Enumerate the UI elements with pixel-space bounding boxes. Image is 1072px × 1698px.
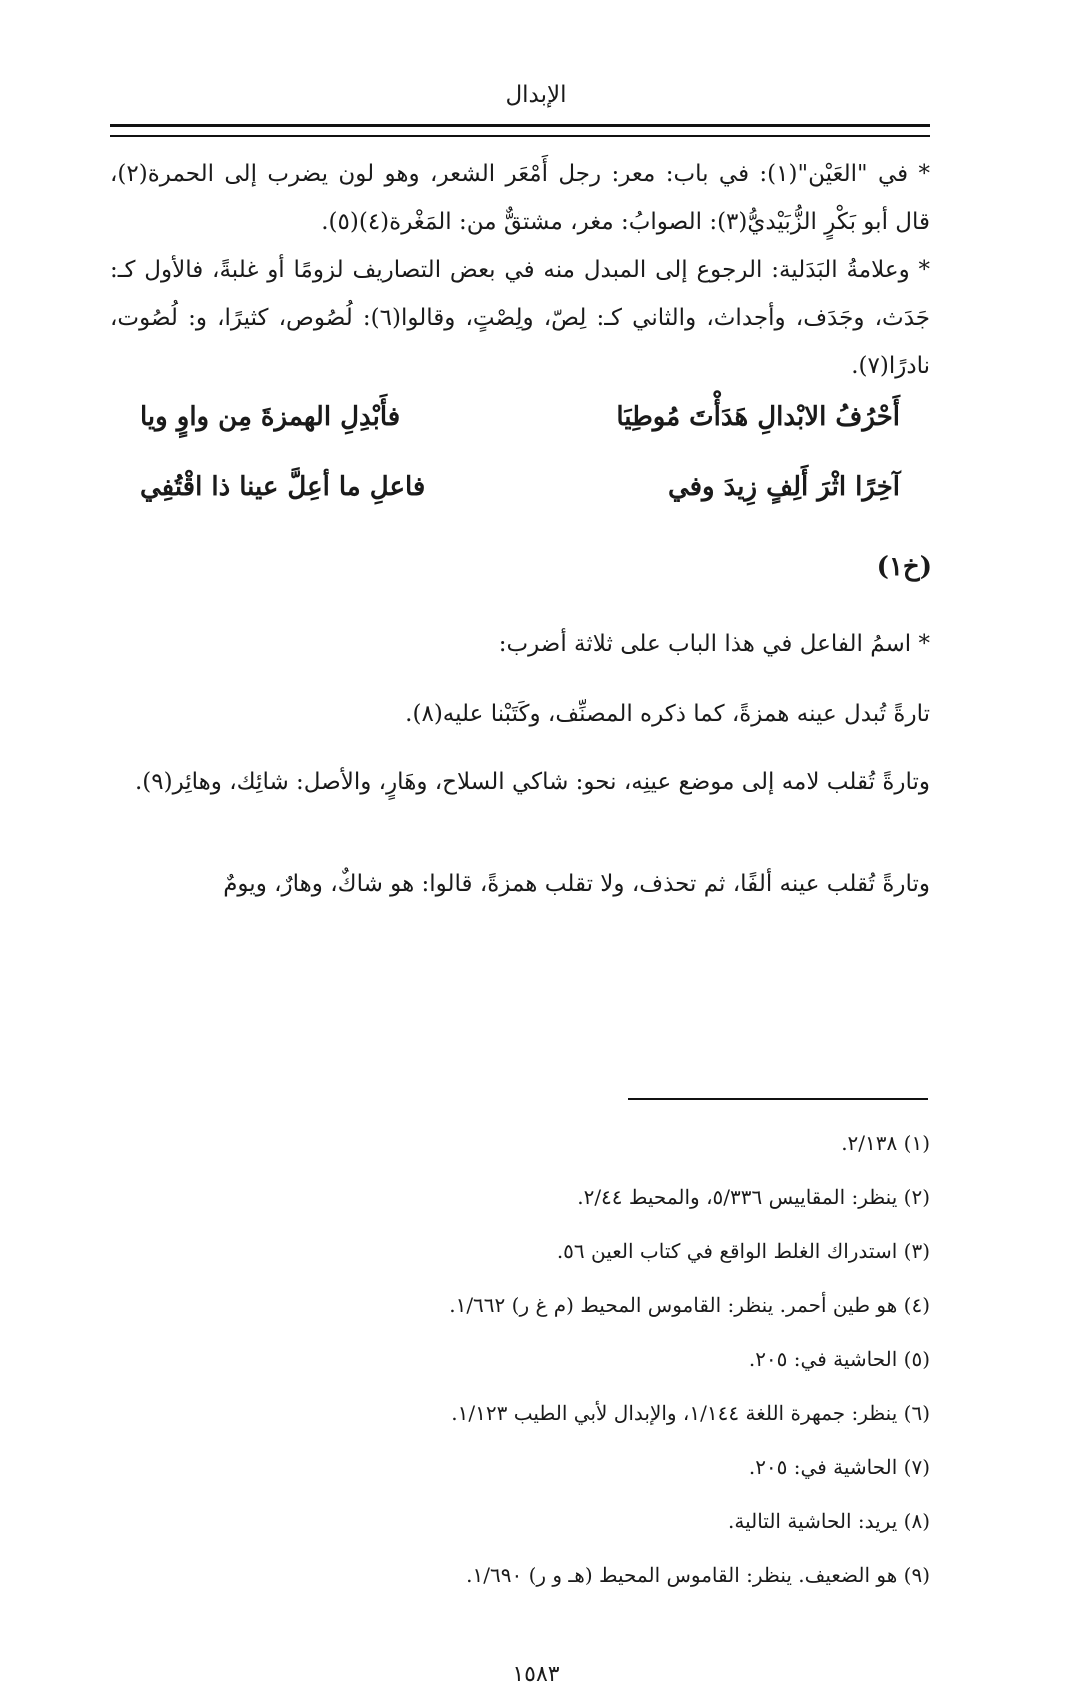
verse-line-1 — [140, 402, 900, 452]
paragraph-case-two: وتارةً تُقلب لامه إلى موضع عينِه، نحو: شاكي السلاح، وهَارٍ، والأصل: شائِك، وهائِر(٩). — [134, 769, 930, 795]
paragraph-case-one: تارةً تُبدل عينه همزةً، كما ذكره المصنِّف، وكَتَبْنا عليه(٨). — [405, 701, 930, 727]
page-number: ١٥٨٣ — [512, 1662, 560, 1687]
footnote-9: (٩) هو الضعيف. ينظر: القاموس المحيط (هـ و ر) ١/٦٩٠. — [466, 1563, 930, 1587]
footnote-3: (٣) استدراك الغلط الواقع في كتاب العين ٥٦. — [556, 1239, 930, 1263]
paragraph-ain-note: * في "العَيْن"(١): في باب: معر: رجل أَمْعَر الشعر، وهو لون يضرب إلى الحمرة(٢)، قال أبو بَكْرٍ الزُّبَيْديُّ(٣): الصوابُ: مغر، مشتقٌّ من: المَغْرة(٤)(٥). — [110, 161, 930, 235]
footnote-8: (٨) يريد: الحاشية التالية. — [728, 1509, 930, 1533]
footnote-5: (٥) الحاشية في: ٢٠٥. — [748, 1347, 930, 1371]
header-rule-thick — [110, 124, 930, 127]
verse-line-1-second-hemistich: فأَبْدِلِ الهمزةَ مِن واوٍ ويا — [140, 402, 401, 432]
verse-reference-tag: (خ١) — [876, 552, 932, 582]
footnote-6: (٦) ينظر: جمهرة اللغة ١/١٤٤، والإبدال لأبي الطيب ١/١٢٣. — [451, 1401, 930, 1425]
paragraph-active-participle: * اسمُ الفاعل في هذا الباب على ثلاثة أضرب: — [498, 631, 930, 657]
paragraph-case-three: وتارةً تُقلب عينه ألفًا، ثم تحذف، ولا تقلب همزةً، قالوا: هو شاكٌ، وهارٌ، ويومٌ — [223, 871, 930, 897]
footnote-2: (٢) ينظر: المقاييس ٥/٣٣٦، والمحيط ٢/٤٤. — [577, 1185, 930, 1209]
paragraph-badaliyya-sign: * وعلامةُ البَدَلية: الرجوع إلى المبدل منه في بعض التصاريف لزومًا أو غلبةً، فالأول كـ: جَدَث، وجَدَف، وأجداث، والثاني كـ: لِصّ، ولِصْتٍ، وقالوا(٦): لُصُوص، كثيرًا، و: لُصُوت، نادرًا(٧). — [110, 257, 930, 379]
verse-line-2-second-hemistich: فاعلِ ما أعِلَّ عينا ذا اقْتُفِي — [140, 472, 426, 502]
footnote-7: (٧) الحاشية في: ٢٠٥. — [748, 1455, 930, 1479]
running-header-title: الإبدال — [505, 82, 567, 108]
footnote-1: (١) ٢/١٣٨. — [841, 1131, 930, 1155]
verse-line-1-first-hemistich: أَحْرُفُ الابْدالِ هَدَأْتَ مُوطِيَا — [616, 402, 900, 432]
verse-line-2 — [140, 472, 900, 522]
footnote-4: (٤) هو طين أحمر. ينظر: القاموس المحيط (م غ ر) ١/٦٦٢. — [449, 1293, 930, 1317]
footnote-separator — [628, 1098, 928, 1100]
header-rule-thin — [110, 135, 930, 137]
verse-line-2-first-hemistich: آخِرًا اثْرَ أَلِفٍ زِيدَ وفي — [667, 472, 900, 502]
